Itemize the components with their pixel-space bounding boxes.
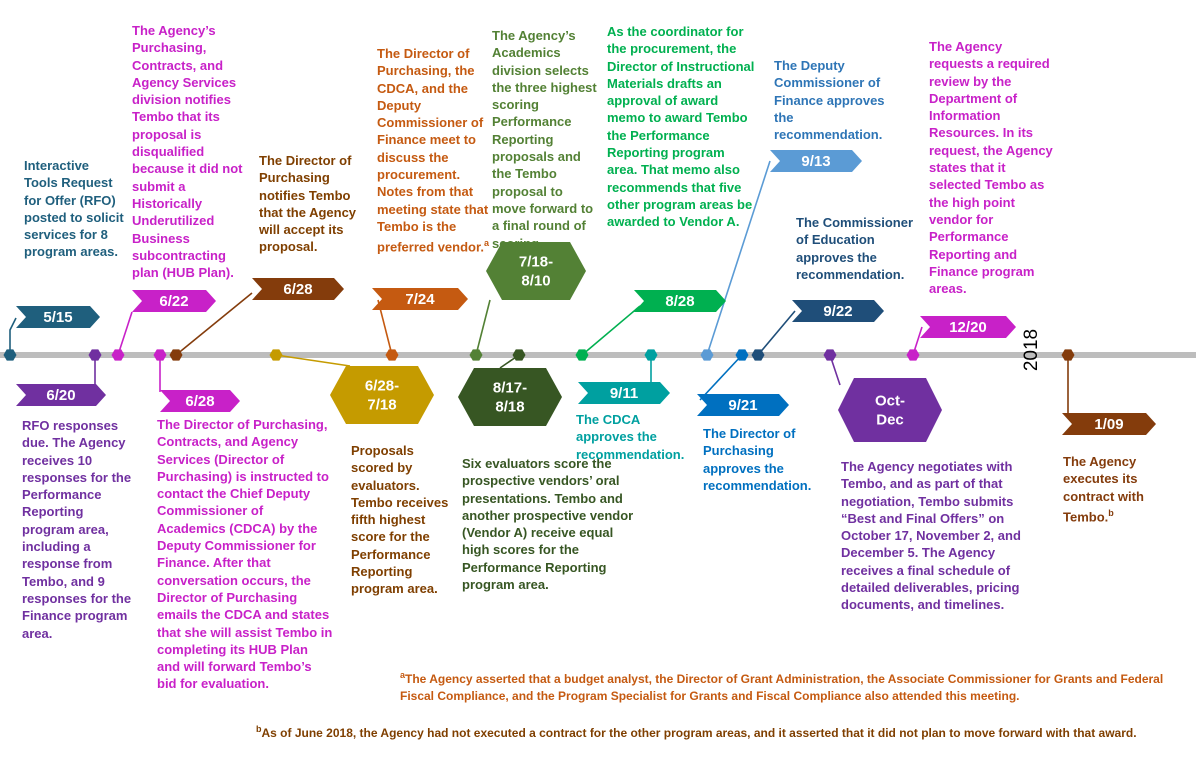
date-label-e6: 6/28-7/18 (364, 377, 400, 414)
event-text-9-11: The CDCA approves the recommendation. (576, 412, 685, 462)
connector-e14 (758, 311, 795, 355)
event-text-1-09: The Agency executes its contract with Tembo.$^b$ (1063, 454, 1144, 525)
date-label-e17: 1/09 (1094, 416, 1124, 433)
connector-e13 (700, 355, 742, 400)
date-label-e16: 12/20 (949, 319, 987, 336)
marker-e14 (752, 349, 765, 360)
date-label-e14: 9/22 (823, 303, 853, 320)
event-text-8-28: As the coordinator for the procurement, the Director of Instructional Materials drafts an approval of award memo to award Tembo the Performance Reporting program area. That memo also recommends that five other program areas be awarded to Vendor A. (607, 24, 755, 230)
date-label-e15: Oct-Dec (875, 392, 905, 429)
date-label-e12: 9/13 (801, 153, 831, 170)
marker-e16 (907, 349, 920, 360)
date-label-e1: 5/15 (43, 309, 73, 326)
event-text-6-22: The Agency’s Purchasing, Contracts, and Agency Services division notifies Tembo that its proposal is disqualified because it did not submit a Historically Underutilized Business subcontracting plan (HUB Plan). (132, 23, 243, 281)
connector-e3 (118, 312, 132, 355)
date-label-e3: 6/22 (159, 293, 189, 310)
event-text-oct-dec: The Agency negotiates with Tembo, and as part of that negotiation, Tembo submits “Best and Final Offers” on October 17, November 2, and December 5. The Agency receives a final schedule of detailed deliverables, pricing documents, and timelines. (841, 459, 1021, 613)
connector-e8 (476, 300, 490, 355)
marker-e12 (701, 349, 714, 360)
date-label-e7: 7/24 (405, 291, 435, 308)
date-label-e13: 9/21 (728, 397, 758, 414)
event-text-6-28-7-18: Proposals scored by evaluators. Tembo receives fifth highest score for the Performance Reporting program area. (351, 443, 449, 597)
event-text-7-24: The Director of Purchasing, the CDCA, and the Deputy Commissioner of Finance meet to discuss the procurement. Notes from that meeting state that Tembo is the preferred vendor.$^a$ (377, 46, 489, 255)
footnote-b-marker: b (1108, 507, 1114, 518)
date-label-e5: 6/28 (283, 281, 313, 298)
marker-e8 (470, 349, 483, 360)
event-text-12-20: The Agency requests a required review by the Department of Information Resources. In its request, the Agency states that it selected Tembo as the high point vendor for Performance Reporting and Finance program areas. (929, 39, 1053, 297)
marker-e1 (4, 349, 17, 360)
date-label-e2: 6/20 (46, 387, 76, 404)
date-shape-e6 (330, 366, 434, 424)
date-shape-e15 (838, 378, 942, 442)
footnote-a-marker: a (483, 238, 489, 249)
date-label-e10: 8/28 (665, 293, 695, 310)
event-text-8-17-8-18: Six evaluators score the prospective vendors’ oral presentations. Tembo and another prospective vendor (Vendor A) receive equal high scores for the Performance Reporting program area. (462, 456, 634, 593)
event-text-6-28-purchasing: The Director of Purchasing, Contracts, and Agency Services (Director of Purchasing) is instructed to contact the Chief Deputy Commissioner of Academics (CDCA) by the Deputy Commissioner for Finance. After that conversation occurs, the Director of Purchasing emails the CDCA and states that she will assist Tembo in completing its HUB Plan and will forward Tembo’s bid for evaluation. (157, 417, 333, 692)
marker-e3 (112, 349, 125, 360)
date-shape-e9 (458, 368, 562, 426)
marker-e2 (89, 349, 102, 360)
marker-e11 (645, 349, 658, 360)
event-text-9-13: The Deputy Commissioner of Finance approves the recommendation. (774, 58, 885, 143)
marker-e4 (154, 349, 167, 360)
footnote-a: $^a$The Agency asserted that a budget analyst, the Director of Grant Administration, the Associate Commissioner for Grants and Federal Fiscal Compliance, and the Program Specialist for Grants and Fiscal Compliance also attended this meeting. (400, 670, 1164, 703)
date-label-e11: 9/11 (609, 385, 639, 402)
event-text-6-20: RFO responses due. The Agency receives 10 responses for the Performance Reporting program area, including a response from Tembo, and 9 responses for the Finance program area. (22, 418, 132, 641)
footnote-b: $^b$As of June 2018, the Agency had not executed a contract for the other program areas, and it asserted that it did not plan to move forward with that award. (256, 724, 1137, 740)
date-label-e8: 7/18-8/10 (518, 253, 554, 290)
event-text-6-28-notify: The Director of Purchasing notifies Tembo that the Agency will accept its proposal. (259, 153, 357, 255)
date-label-e4: 6/28 (185, 393, 215, 410)
marker-e17 (1062, 349, 1075, 360)
marker-e6 (270, 349, 283, 360)
event-text-5-15: Interactive Tools Request for Offer (RFO) posted to solicit services for 8 program areas. (24, 158, 124, 260)
event-text-9-21: The Director of Purchasing approves the recommendation. (703, 426, 812, 493)
date-label-e9: 8/17-8/18 (492, 379, 528, 416)
marker-e15 (824, 349, 837, 360)
marker-e7 (386, 349, 399, 360)
event-text-7-18-8-10: The Agency’s Academics division selects the three highest scoring Performance Reporting proposals and the Tembo proposal to move forward to a final round of scoring. (492, 28, 597, 251)
connector-e10 (582, 306, 640, 355)
event-text-9-22: The Commissioner of Education approves the recommendation. (796, 215, 914, 282)
year-label: 2018 (1021, 328, 1042, 372)
